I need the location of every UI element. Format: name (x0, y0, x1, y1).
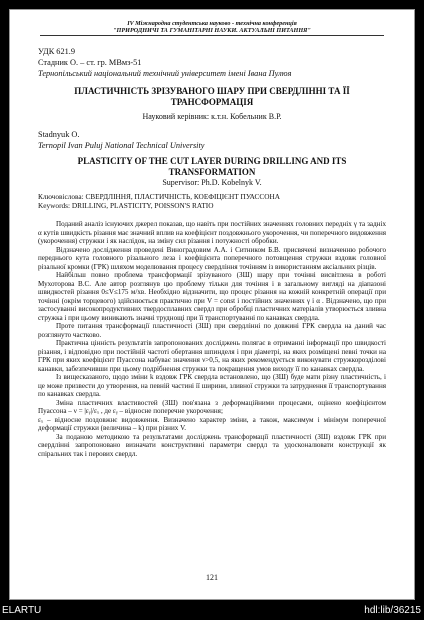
affiliation-en: Ternopil Ivan Puluj National Technical University (38, 141, 205, 150)
paragraph: Зміна пластичних властивостей (ЗШ) пов'язана з деформаційними процесами, оцінено коефіцієнтом Пуассона – ν = |εᵧ|/εₓ , де εᵧ – відносне поперечне укорочення; (38, 398, 386, 415)
supervisor-ua: Науковий керівник: к.т.н. Кобельник В.Р. (142, 112, 282, 121)
paragraph: Найбільш повно проблема трансформації зрізуваного (ЗШ) шару при точінні висвітлена в роботі Мухоторова В.С. Але автор розглянув цю проблему тільки для точіння і в загальному вигляді на діапазоні швидкостей різання 0≤V≤175 м/хв. Необхідно відзначити, що процес різання на кожній конкретній операції при точінні (окрім торцевого) здійснюється практично при V = const і постійних значеннях γ і α . Відзначено, що при застосуванні високопродуктивних твердосплавних свердл при обробці пластичних матеріалів утворюється зливна стружка і при цьому виникають значні труднощі при її транспортуванні по канавках свердла. (38, 271, 386, 322)
affiliation-ua: Тернопільський національний технічний університет імені Івана Пулюя (38, 69, 292, 78)
page-number: 121 (206, 573, 218, 582)
paragraph: Відзначено дослідження проведені Виноградовим А.А. і Ситником Б.В. присвячені визначенню робочого переднього кута головного різального леза і коефіцієнта поперечного потовщення стружки вздовж головної різальної кромки (ГРК) шляхом моделювання процесу свердління точінням із використанням аксіальних різців. (38, 245, 386, 271)
title-en-line2: TRANSFORMATION (168, 167, 256, 177)
supervisor-en: Supervisor: Ph.D. Kobelnyk V. (162, 178, 262, 187)
header-rule (40, 35, 384, 36)
title-ua-line2: ТРАНСФОРМАЦІЯ (170, 97, 254, 107)
author-en: Stadnyuk O. (38, 130, 80, 139)
conference-header-line1: IV Міжнародна студентська науково - технічна конференція (127, 20, 297, 27)
paper-page (9, 9, 415, 600)
footer-repository-name: ELARTU (2, 605, 42, 616)
paragraph: Із вищесказаного, щодо зміни k вздовж ГРК свердла встановлено, що (ЗШ) буде мати різну пластичність, і це може призвести до утворення, на певній частині її ширини, зливної стружки та затруднення її транспортування по канавках свердла. (38, 373, 386, 398)
title-en-line1: PLASTICITY OF THE CUT LAYER DURING DRILLING AND ITS (77, 156, 347, 166)
body-text (38, 220, 386, 458)
paragraph: За поданою методикою та результатами досліджень трансформації пластичності (ЗШ) вздовж ГРК при свердлінні запропоновано визначати конструктивні параметри свердл та удосконалювати конструкції як спіральних так і перових свердл. (38, 432, 386, 458)
udk-code: УДК 621.9 (38, 47, 75, 56)
footer-handle-link[interactable]: hdl:lib/36215 (364, 605, 421, 616)
paragraph: Проте питання трансформації пластичності (ЗШ) при свердлінні по довжині ГРК свердла на даний час розглянуто частково. (38, 322, 386, 339)
paragraph: εₓ – відносне поздовжнє видовження. Визначено характер зміни, а також, максимум і мінімум поперечної деформації стружки (величина – k) при різних V. (38, 415, 386, 432)
conference-header-line2: "ПРИРОДНИЧІ ТА ГУМАНІТАРНІ НАУКИ. АКТУАЛЬНІ ПИТАННЯ" (113, 27, 311, 34)
keywords-en: Keywords: DRILLING, PLASTICITY, POISSON'S RATIO (38, 201, 214, 210)
paragraph: Практична цінність результатів запропонованих досліджень полягає в отриманні інформації про швидкості різання, і відповідно при постійній частоті обертання шпинделя і при діаметрі, на яких розміщені певні точки на ГРК при яких коефіцієнт Пуассона набуває значення ν>0,5, на яких рекомендується виконувати стружкорозділові канавки, забезпечивши при цьому подрібнення стружки та покращення умов виходу її по канавках свердла. (38, 339, 386, 373)
paragraph: Поданий аналіз існуючих джерел показав, що навіть при постійних значеннях головних передніх γ та задніх α кутів швидкість різання має значний вплив на коефіцієнт поздовжнього укорочення, чи поперечного видовження (укорочення) стружки і як наслідок, на зміну сил різання і потужності обробки. (38, 220, 386, 245)
author-ua: Стадник О. – ст. гр. МВмз-51 (38, 58, 142, 67)
title-ua-line1: ПЛАСТИЧНІСТЬ ЗРІЗУВАНОГО ШАРУ ПРИ СВЕРДЛІННІ ТА ЇЇ (74, 86, 350, 96)
keywords-ua: Ключовіслова: СВЕРДЛІННЯ, ПЛАСТИЧНІСТЬ, КОЕФІЦІЄНТ ПУАССОНА (38, 192, 281, 201)
